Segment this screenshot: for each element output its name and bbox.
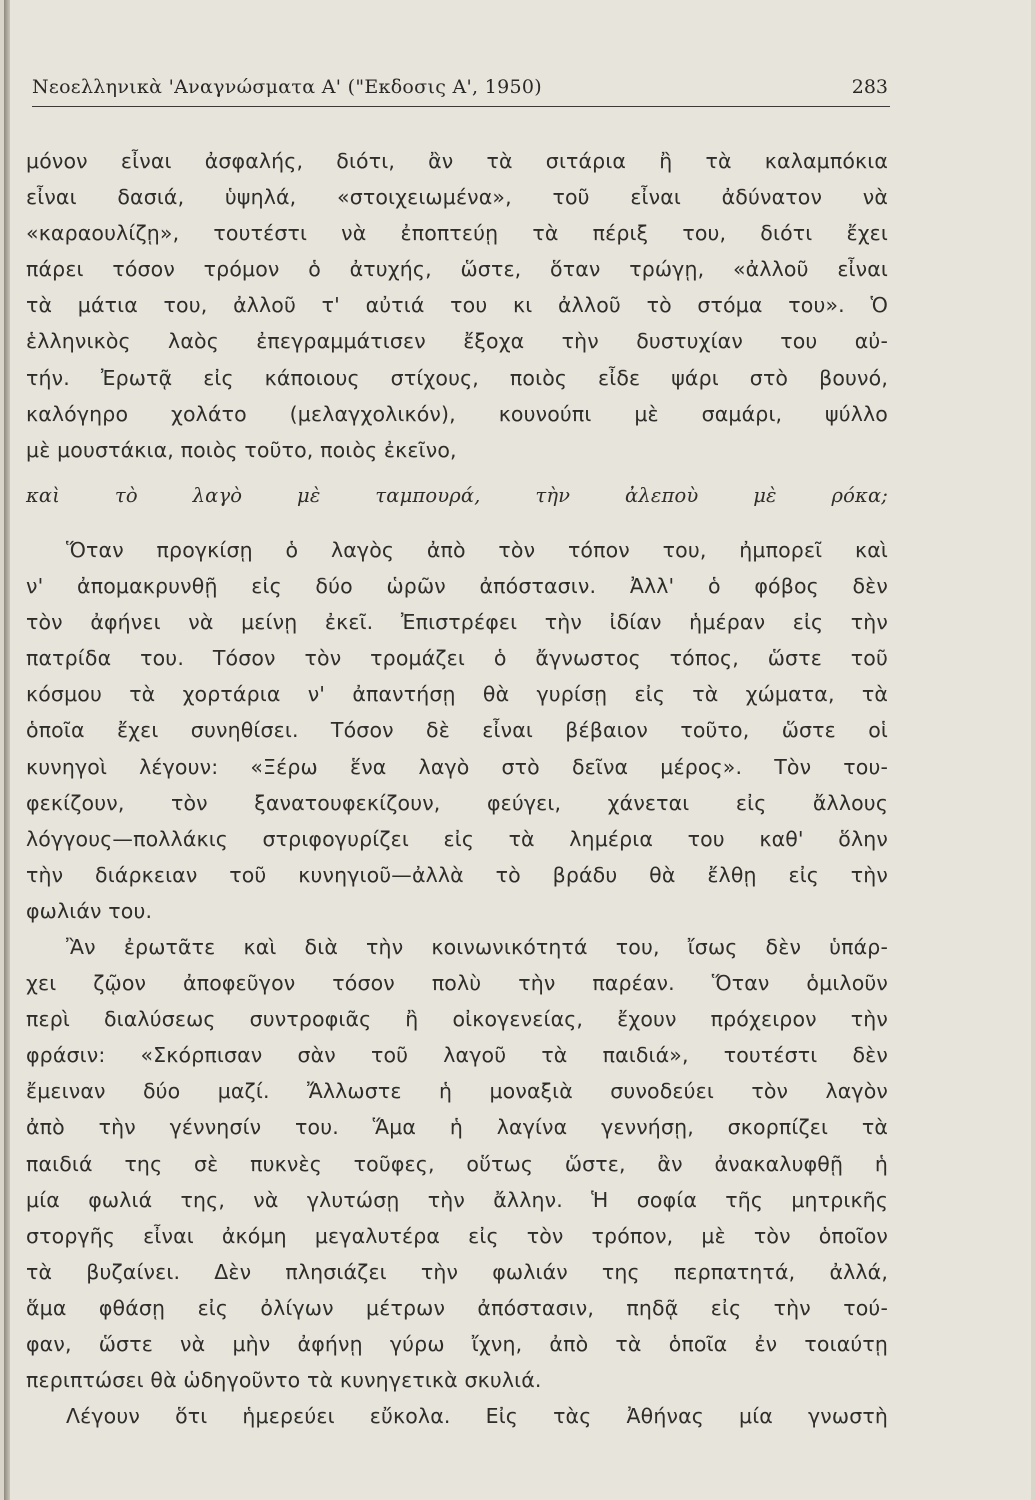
text-line: λόγγους—πολλάκις στριφογυρίζει εἰς τὰ λημέρια του καθ' ὅλην (26, 826, 888, 851)
text-line: χει ζῷον ἀποφεῦγον τόσον πολὺ τὴν παρέαν. Ὅταν ὁμιλοῦν (26, 971, 888, 996)
text-line: μὲ μουστάκια, ποιὸς τοῦτο, ποιὸς ἐκεῖνο, (26, 437, 457, 462)
text-line: ἅμα φθάσῃ εἰς ὀλίγων μέτρων ἀπόστασιν, πηδᾷ εἰς τὴν τού- (26, 1295, 888, 1320)
text-line: περὶ διαλύσεως συντροφιᾶς ἢ οἰκογενείας, ἔχουν πρόχειρον τὴν (26, 1007, 888, 1032)
text-line: πατρίδα του. Τόσον τὸν τρομάζει ὁ ἄγνωστος τόπος, ὥστε τοῦ (26, 646, 888, 671)
text-line: καλόγηρο χολάτο (μελαγχολικόν), κουνούπι μὲ σαμάρι, ψύλλο (26, 401, 888, 426)
text-line: ὁποῖα ἔχει συνηθίσει. Τόσον δὲ εἶναι βέβαιον τοῦτο, ὥστε οἱ (26, 718, 888, 743)
text-line: τήν. Ἐρωτᾷ εἰς κάποιους στίχους, ποιὸς εἶδε ψάρι στὸ βουνό, (26, 365, 888, 390)
text-line: ν' ἀπομακρυνθῇ εἰς δύο ὡρῶν ἀπόστασιν. Ἀλλ' ὁ φόβος δὲν (26, 574, 888, 599)
text-line: μία φωλιά της, νὰ γλυτώσῃ τὴν ἄλλην. Ἡ σοφία τῆς μητρικῆς (26, 1187, 888, 1212)
text-line: ἀπὸ τὴν γέννησίν του. Ἅμα ἡ λαγίνα γεννήσῃ, σκορπίζει τὰ (26, 1115, 888, 1140)
text-line: τὴν διάρκειαν τοῦ κυνηγιοῦ—ἀλλὰ τὸ βράδυ θὰ ἔλθῃ εἰς τὴν (26, 862, 888, 887)
text-line: πάρει τόσον τρόμον ὁ ἀτυχής, ὥστε, ὅταν τρώγῃ, «ἀλλοῦ εἶναι (26, 257, 888, 282)
text-line: φωλιάν του. (26, 898, 153, 923)
text-line: τὰ μάτια του, ἀλλοῦ τ' αὐτιά του κι ἀλλοῦ τὸ στόμα του». Ὁ (26, 293, 888, 318)
text-line: περιπτώσει θὰ ὡδηγοῦντο τὰ κυνηγετικὰ σκυλιά. (26, 1368, 542, 1393)
page-binding-edge (4, 0, 10, 1500)
body-text (26, 143, 888, 1434)
running-title: Νεοελληνικὰ 'Αναγνώσματα Α' ("Εκδοσις Α', 1950) (32, 76, 542, 98)
text-line: Ὅταν προγκίσῃ ὁ λαγὸς ἀπὸ τὸν τόπον του, ἠμπορεῖ καὶ (66, 537, 888, 562)
book-page (4, 0, 1031, 1500)
page-number: 283 (851, 76, 888, 98)
paragraph-2 (26, 532, 888, 929)
page-header (32, 72, 890, 107)
verse-quote: καὶ τὸ λαγὸ μὲ ταμπουρά, τὴν ἀλεποὺ μὲ ρόκα; (26, 483, 888, 507)
text-line: Ἂν ἐρωτᾶτε καὶ διὰ τὴν κοινωνικότητά του, ἴσως δὲν ὑπάρ- (66, 934, 888, 959)
text-line: φράσιν: «Σκόρπισαν σὰν τοῦ λαγοῦ τὰ παιδιά», τουτέστι δὲν (26, 1043, 888, 1068)
text-line: μόνον εἶναι ἀσφαλής, διότι, ἂν τὰ σιτάρια ἢ τὰ καλαμπόκια (26, 149, 888, 173)
text-line: τὸν ἀφήνει νὰ μείνῃ ἐκεῖ. Ἐπιστρέφει τὴν ἰδίαν ἡμέραν εἰς τὴν (26, 610, 888, 635)
text-line: εἶναι δασιά, ὑψηλά, «στοιχειωμένα», τοῦ εἶναι ἀδύνατον νὰ (26, 185, 888, 210)
text-line: Λέγουν ὅτι ἡμερεύει εὔκολα. Εἰς τὰς Ἀθήνας μία γνωστὴ (66, 1404, 888, 1429)
text-line: φεκίζουν, τὸν ξανατουφεκίζουν, φεύγει, χάνεται εἰς ἄλλους (26, 790, 888, 815)
paragraph-3 (26, 929, 888, 1398)
text-line: στοργῆς εἶναι ἀκόμη μεγαλυτέρα εἰς τὸν τρόπον, μὲ τὸν ὁποῖον (26, 1223, 888, 1248)
text-line: κόσμου τὰ χορτάρια ν' ἀπαντήσῃ θὰ γυρίσῃ εἰς τὰ χώματα, τὰ (26, 682, 888, 707)
text-line: παιδιά της σὲ πυκνὲς τοῦφες, οὕτως ὥστε, ἂν ἀνακαλυφθῇ ἡ (26, 1151, 888, 1176)
text-line: ἑλληνικὸς λαὸς ἐπεγραμμάτισεν ἔξοχα τὴν δυστυχίαν του αὐ- (26, 329, 888, 354)
paragraph-4 (26, 1398, 888, 1434)
text-line: κυνηγοὶ λέγουν: «Ξέρω ἕνα λαγὸ στὸ δεῖνα μέρος». Τὸν του- (26, 754, 888, 779)
text-line: τὰ βυζαίνει. Δὲν πλησιάζει τὴν φωλιάν της περπατητά, ἀλλά, (26, 1259, 888, 1284)
text-line: ἔμειναν δύο μαζί. Ἄλλωστε ἡ μοναξιὰ συνοδεύει τὸν λαγὸν (26, 1079, 888, 1104)
text-line: φαν, ὥστε νὰ μὴν ἀφήνῃ γύρω ἴχνη, ἀπὸ τὰ ὁποῖα ἐν τοιαύτῃ (26, 1332, 888, 1356)
text-line: «καραουλίζῃ», τουτέστι νὰ ἐποπτεύῃ τὰ πέριξ του, διότι ἔχει (26, 221, 888, 246)
paragraph-1 (26, 143, 888, 468)
